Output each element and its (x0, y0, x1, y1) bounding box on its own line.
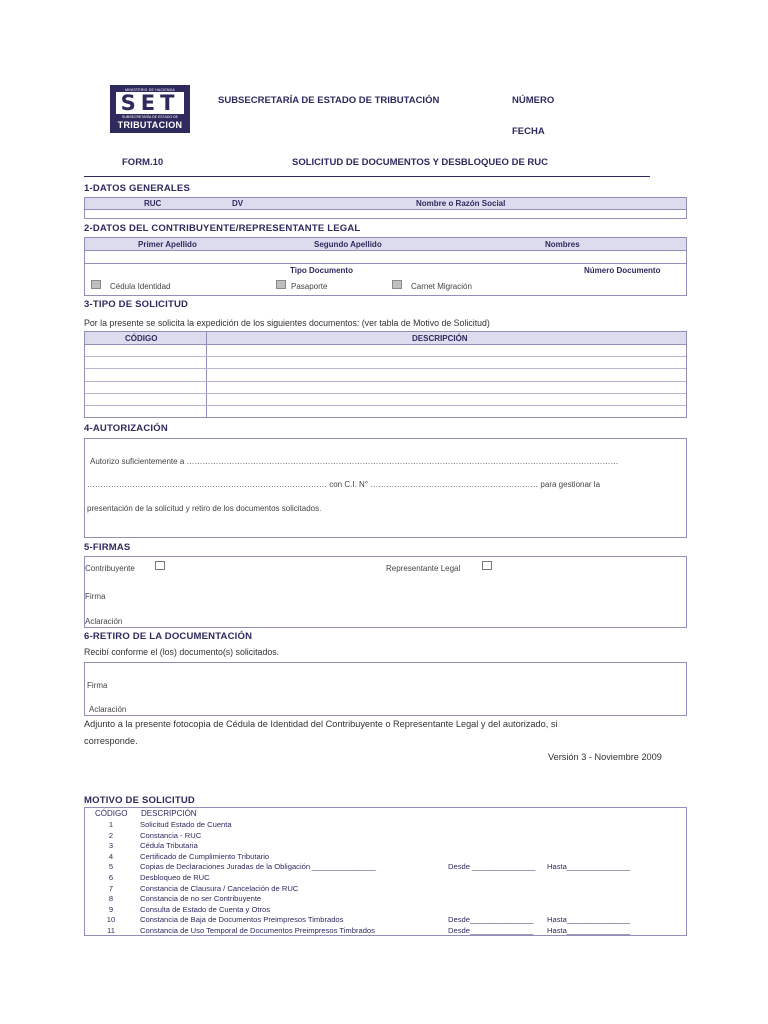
segundo-apellido-header: Segundo Apellido (314, 240, 382, 249)
ruc-header: RUC (144, 199, 162, 208)
motivo-code: 1 (108, 820, 114, 829)
nombre-header: Nombre o Razón Social (416, 199, 506, 208)
contribuyente-label: Contribuyente (85, 564, 135, 573)
section-3-title: 3-TIPO DE SOLICITUD (84, 299, 189, 310)
motivo-desc: Certificado de Cumplimiento Tributario (140, 851, 270, 861)
representante-label: Representante Legal (386, 564, 461, 573)
motivo-hasta: Hasta_______________ (547, 862, 631, 872)
motivo-row (85, 852, 645, 863)
section-6-title: 6-RETIRO DE LA DOCUMENTACIÓN (84, 631, 253, 642)
motivo-desc: Cédula Tributaria (140, 841, 198, 851)
datos-generales-table (84, 197, 687, 219)
presentacion-line: presentación de la solicitud y retiro de los documentos solicitados. (87, 504, 322, 513)
version-text: Versión 3 - Noviembre 2009 (548, 752, 662, 762)
motivo-code: 4 (108, 851, 114, 861)
motivo-row (85, 894, 645, 905)
contribuyente-table (84, 237, 687, 296)
codigo-header: CÓDIGO (125, 334, 158, 343)
motivo-code: 3 (108, 841, 114, 851)
tipo-solicitud-table (84, 331, 687, 418)
section-4-title: 4-AUTORIZACIÓN (84, 423, 168, 434)
motivo-code: 5 (108, 862, 114, 872)
motivo-code: 8 (108, 894, 114, 904)
motivo-row (85, 831, 645, 842)
firmas-box (84, 556, 687, 628)
motivo-desc: Constancia de Clausura / Cancelación de RUC (140, 883, 299, 893)
motivo-code: 2 (108, 830, 114, 840)
motivo-table (84, 807, 687, 936)
autorizacion-box (84, 438, 687, 538)
header-divider (84, 176, 650, 177)
retiro-box (84, 662, 687, 716)
dv-header: DV (232, 199, 244, 208)
motivo-code: 6 (108, 873, 114, 882)
motivo-code: 11 (107, 926, 115, 935)
logo-top-text: MINISTERIO DE HACIENDA (125, 88, 175, 92)
adjunto-line-2: corresponde. (84, 736, 138, 746)
motivo-row (85, 884, 645, 895)
motivo-code: 9 (108, 904, 114, 914)
cedula-label: Cédula Identidad (110, 282, 171, 291)
pasaporte-label: Pasaporte (291, 282, 328, 291)
numero-label: NÚMERO (512, 95, 555, 106)
motivo-row (85, 926, 645, 937)
motivo-desc: Consulta de Estado de Cuenta y Otros (140, 904, 271, 914)
motivo-codigo-header: CÓDIGO (95, 809, 128, 818)
section-3-intro: Por la presente se solicita la expedición de los siguientes documentos: (ver tabla de Motivo de Solicitud) (84, 318, 490, 328)
motivo-desde: Desde_______________ (448, 926, 534, 935)
autorizo-line: Autorizo suficientemente a ……………………………………………………………………………………………………………………………………………… (90, 457, 619, 466)
cedula-checkbox[interactable] (91, 280, 101, 289)
firma-label: Firma (85, 592, 106, 601)
carnet-checkbox[interactable] (392, 280, 402, 289)
agency-name: SUBSECRETARÍA DE ESTADO DE TRIBUTACIÓN (218, 95, 440, 106)
representante-checkbox[interactable] (482, 561, 492, 570)
adjunto-line-1: Adjunto a la presente fotocopia de Cédula de Identidad del Contribuyente o Representante Legal y del autorizado, si (84, 719, 558, 729)
motivo-desde: Desde _______________ (448, 862, 536, 872)
logo-letters: SET (116, 92, 184, 114)
section-1-title: 1-DATOS GENERALES (84, 183, 190, 194)
fecha-label: FECHA (512, 126, 545, 137)
motivo-row (85, 905, 645, 916)
section-2-title: 2-DATOS DEL CONTRIBUYENTE/REPRESENTANTE LEGAL (84, 223, 361, 234)
tipo-documento-header: Tipo Documento (290, 266, 353, 275)
numero-documento-header: Número Documento (584, 266, 661, 275)
motivo-desc: Desbloqueo de RUC (140, 873, 210, 882)
form-title: SOLICITUD DE DOCUMENTOS Y DESBLOQUEO DE RUC (292, 157, 548, 168)
motivo-row (85, 841, 645, 852)
form-code: FORM.10 (122, 157, 164, 168)
motivo-row (85, 862, 645, 873)
primer-apellido-header: Primer Apellido (138, 240, 197, 249)
aclaracion-label: Aclaración (85, 617, 123, 626)
section-5-title: 5-FIRMAS (84, 542, 131, 553)
nombres-header: Nombres (545, 240, 580, 249)
motivo-desc: Copias de Declaraciones Juradas de la Obligación _______________ (140, 862, 376, 872)
logo-sub-text: SUBSECRETARÍA DE ESTADO DE (122, 115, 178, 119)
motivo-row (85, 873, 645, 884)
motivo-hasta: Hasta_______________ (547, 915, 631, 925)
carnet-label: Carnet Migración (411, 282, 472, 291)
pasaporte-checkbox[interactable] (276, 280, 286, 289)
motivo-descripcion-header: DESCRIPCIÓN (141, 809, 197, 818)
retiro-firma-label: Firma (87, 681, 108, 690)
ci-line: ……………………………………………………………………………… con C.I. N° ……………………………………………………… para gestionar la (87, 480, 601, 489)
set-logo (110, 85, 190, 133)
motivo-code: 10 (106, 915, 116, 925)
motivo-hasta: Hasta_______________ (547, 926, 631, 935)
motivo-code: 7 (108, 883, 114, 893)
motivo-desc: Constancia de Baja de Documentos Preimpresos Timbrados (140, 915, 344, 925)
motivo-desc: Constancia de no ser Contribuyente (140, 894, 262, 904)
motivo-row (85, 915, 645, 926)
recibi-text: Recibí conforme el (los) documento(s) solicitados. (84, 647, 280, 657)
motivo-desc: Constancia - RUC (140, 830, 202, 840)
descripcion-header: DESCRIPCIÓN (412, 334, 468, 343)
motivo-row (85, 820, 645, 831)
retiro-aclaracion-label: Aclaración (89, 705, 127, 714)
motivo-desc: Constancia de Uso Temporal de Documentos Preimpresos Timbrados (140, 926, 375, 935)
motivo-title: MOTIVO DE SOLICITUD (84, 795, 195, 806)
motivo-desde: Desde_______________ (448, 915, 534, 925)
motivo-desc: Solicitud Estado de Cuenta (140, 820, 232, 829)
contribuyente-checkbox[interactable] (155, 561, 165, 570)
logo-bottom-text: TRIBUTACION (117, 120, 183, 130)
